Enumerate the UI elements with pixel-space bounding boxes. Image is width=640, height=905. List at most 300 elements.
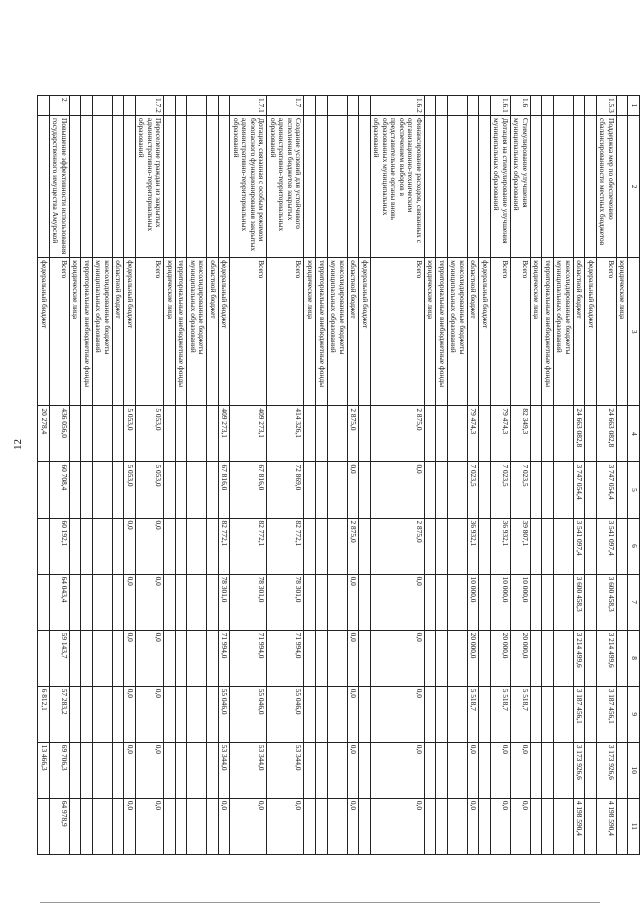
item-name-cell <box>542 116 554 258</box>
amount-cell <box>207 630 219 686</box>
amount-cell <box>585 518 597 574</box>
amount-cell: 4 198 590,4 <box>573 798 585 854</box>
amount-cell <box>553 574 573 630</box>
column-header-5: 5 <box>628 462 640 518</box>
amount-cell: 72 869,0 <box>267 462 304 518</box>
table-row <box>124 96 136 855</box>
item-number-cell: 1.7.1 <box>230 96 267 116</box>
amount-cell <box>542 798 554 854</box>
amount-cell <box>69 406 81 462</box>
item-number-cell: 1.7 <box>267 96 304 116</box>
amount-cell <box>327 574 347 630</box>
table-body <box>38 96 628 855</box>
table-row <box>267 96 304 855</box>
amount-cell <box>175 406 187 462</box>
amount-cell: 5 053,0 <box>135 462 164 518</box>
item-name-cell: Финансирование расходов, связанных с организационно-техническим обеспечением выборов в представительные органы вновь образованных муниципальных образований <box>370 116 424 258</box>
item-name-cell <box>92 116 112 258</box>
amount-cell: 0,0 <box>135 574 164 630</box>
funding-source-cell: Всего <box>490 258 510 406</box>
amount-cell <box>424 518 436 574</box>
amount-cell: 67 816,0 <box>218 462 230 518</box>
amount-cell <box>175 518 187 574</box>
amount-cell <box>92 574 112 630</box>
funding-source-cell: территориальные внебюджетные фонды <box>316 258 328 406</box>
funding-source-cell: федеральный бюджет <box>218 258 230 406</box>
table-row <box>69 96 81 855</box>
amount-cell: 5 053,0 <box>124 462 136 518</box>
column-header-2: 2 <box>628 116 640 258</box>
table-row <box>81 96 93 855</box>
amount-cell <box>479 406 491 462</box>
amount-cell <box>542 462 554 518</box>
amount-cell: 79 474,3 <box>490 406 510 462</box>
amount-cell <box>81 462 93 518</box>
amount-cell: 0,0 <box>467 798 479 854</box>
amount-cell: 0,0 <box>135 742 164 798</box>
funding-source-cell: территориальные внебюджетные фонды <box>542 258 554 406</box>
funding-source-cell: федеральный бюджет <box>585 258 597 406</box>
amount-cell <box>316 574 328 630</box>
table-row <box>112 96 124 855</box>
amount-cell <box>69 462 81 518</box>
funding-source-cell: юридические лица <box>69 258 81 406</box>
amount-cell: 59 143,7 <box>49 630 69 686</box>
item-number-cell: 1.5.3 <box>596 96 616 116</box>
item-number-cell <box>424 96 436 116</box>
table-row <box>573 96 585 855</box>
amount-cell <box>112 742 124 798</box>
table-row <box>92 96 112 855</box>
amount-cell: 0,0 <box>347 798 359 854</box>
amount-cell: 3 187 456,1 <box>573 686 585 742</box>
amount-cell <box>542 574 554 630</box>
table-row <box>585 96 597 855</box>
amount-cell <box>447 686 467 742</box>
amount-cell: 0,0 <box>370 798 424 854</box>
amount-cell <box>530 462 542 518</box>
funding-source-cell: областной бюджет <box>112 258 124 406</box>
amount-cell <box>304 686 316 742</box>
amount-cell <box>359 406 371 462</box>
amount-cell: 2 875,0 <box>347 406 359 462</box>
funding-source-cell: консолидированные бюджеты муниципальных образований <box>553 258 573 406</box>
amount-cell <box>447 462 467 518</box>
item-number-cell <box>218 96 230 116</box>
funding-source-cell: консолидированные бюджеты муниципальных образований <box>92 258 112 406</box>
amount-cell <box>304 462 316 518</box>
amount-cell <box>530 798 542 854</box>
amount-cell <box>187 406 207 462</box>
table-row <box>370 96 424 855</box>
funding-source-cell: Всего <box>49 258 69 406</box>
column-header-8: 8 <box>628 630 640 686</box>
amount-cell: 7 023,5 <box>490 462 510 518</box>
amount-cell <box>316 406 328 462</box>
amount-cell: 55 046,0 <box>267 686 304 742</box>
amount-cell <box>327 686 347 742</box>
amount-cell: 3 214 499,6 <box>573 630 585 686</box>
column-header-1: 1 <box>628 96 640 116</box>
amount-cell <box>530 742 542 798</box>
item-name-cell: Переселение граждан из закрытых административно-территориальных образований <box>135 116 164 258</box>
table-row <box>347 96 359 855</box>
amount-cell: 55 046,0 <box>218 686 230 742</box>
item-number-cell <box>447 96 467 116</box>
item-number-cell <box>530 96 542 116</box>
amount-cell: 0,0 <box>370 574 424 630</box>
amount-cell <box>304 798 316 854</box>
budget-table <box>37 95 640 855</box>
amount-cell: 71 994,0 <box>218 630 230 686</box>
amount-cell <box>424 630 436 686</box>
amount-cell: 0,0 <box>124 574 136 630</box>
amount-cell <box>585 630 597 686</box>
item-number-cell <box>359 96 371 116</box>
amount-cell: 78 301,0 <box>218 574 230 630</box>
budget-table-sheet <box>39 95 640 855</box>
funding-source-cell: юридические лица <box>616 258 628 406</box>
amount-cell: 436 056,0 <box>49 406 69 462</box>
item-name-cell <box>327 116 347 258</box>
amount-cell <box>616 798 628 854</box>
amount-cell: 0,0 <box>510 742 530 798</box>
amount-cell <box>530 574 542 630</box>
item-number-cell <box>436 96 448 116</box>
amount-cell: 0,0 <box>135 630 164 686</box>
item-number-cell <box>573 96 585 116</box>
amount-cell: 0,0 <box>267 798 304 854</box>
item-number-cell <box>467 96 479 116</box>
item-number-cell <box>347 96 359 116</box>
item-name-cell <box>467 116 479 258</box>
amount-cell: 60 192,1 <box>49 518 69 574</box>
table-row <box>616 96 628 855</box>
scan-artifact-line <box>40 902 600 903</box>
table-row <box>490 96 510 855</box>
amount-cell: 0,0 <box>230 798 267 854</box>
table-row <box>164 96 176 855</box>
table-row <box>207 96 219 855</box>
funding-source-cell: федеральный бюджет <box>359 258 371 406</box>
amount-cell <box>327 462 347 518</box>
funding-source-cell: областной бюджет <box>467 258 479 406</box>
amount-cell: 7 023,5 <box>510 462 530 518</box>
amount-cell <box>81 742 93 798</box>
amount-cell <box>304 574 316 630</box>
amount-cell: 82 772,1 <box>218 518 230 574</box>
amount-cell: 78 301,0 <box>267 574 304 630</box>
item-name-cell <box>347 116 359 258</box>
funding-source-cell: Всего <box>370 258 424 406</box>
amount-cell <box>359 798 371 854</box>
amount-cell <box>164 518 176 574</box>
funding-source-cell: территориальные внебюджетные фонды <box>81 258 93 406</box>
amount-cell <box>164 686 176 742</box>
amount-cell <box>359 462 371 518</box>
amount-cell: 36 932,1 <box>490 518 510 574</box>
amount-cell <box>553 630 573 686</box>
amount-cell: 82 772,1 <box>230 518 267 574</box>
amount-cell <box>81 686 93 742</box>
amount-cell <box>175 686 187 742</box>
item-number-cell <box>553 96 573 116</box>
item-name-cell: Дотация на стимулирование улучшения муниципальных образований <box>490 116 510 258</box>
amount-cell: 20 000,0 <box>490 630 510 686</box>
amount-cell <box>327 406 347 462</box>
table-row <box>175 96 187 855</box>
item-name-cell <box>112 116 124 258</box>
amount-cell <box>207 574 219 630</box>
amount-cell <box>207 406 219 462</box>
table-row <box>467 96 479 855</box>
amount-cell <box>81 798 93 854</box>
amount-cell <box>436 462 448 518</box>
amount-cell <box>359 686 371 742</box>
item-name-cell <box>585 116 597 258</box>
amount-cell <box>436 686 448 742</box>
funding-source-cell: Всего <box>267 258 304 406</box>
amount-cell <box>424 686 436 742</box>
amount-cell: 0,0 <box>370 686 424 742</box>
amount-cell <box>616 574 628 630</box>
amount-cell <box>69 518 81 574</box>
table-row <box>479 96 491 855</box>
amount-cell: 82 772,1 <box>267 518 304 574</box>
table-row <box>187 96 207 855</box>
amount-cell: 64 978,9 <box>49 798 69 854</box>
amount-cell <box>207 518 219 574</box>
amount-cell <box>69 742 81 798</box>
amount-cell: 0,0 <box>510 798 530 854</box>
column-header-10: 10 <box>628 742 640 798</box>
item-number-cell <box>187 96 207 116</box>
item-name-cell <box>436 116 448 258</box>
amount-cell: 3 214 499,6 <box>596 630 616 686</box>
amount-cell: 409 273,1 <box>218 406 230 462</box>
amount-cell <box>316 686 328 742</box>
amount-cell: 3 600 458,3 <box>596 574 616 630</box>
item-number-cell <box>207 96 219 116</box>
amount-cell <box>92 742 112 798</box>
table-row <box>218 96 230 855</box>
item-name-cell: Дотация, связанная с особым режимом безопасного функционирования закрытых административно-территориальных образований <box>230 116 267 258</box>
amount-cell: 0,0 <box>347 686 359 742</box>
amount-cell <box>175 798 187 854</box>
amount-cell: 5 518,7 <box>510 686 530 742</box>
amount-cell <box>316 518 328 574</box>
amount-cell: 71 994,0 <box>267 630 304 686</box>
amount-cell <box>436 798 448 854</box>
amount-cell <box>530 630 542 686</box>
amount-cell <box>207 798 219 854</box>
amount-cell <box>359 630 371 686</box>
amount-cell <box>424 406 436 462</box>
amount-cell: 3 541 097,4 <box>573 518 585 574</box>
amount-cell: 24 663 082,8 <box>573 406 585 462</box>
amount-cell <box>38 798 50 854</box>
amount-cell <box>92 518 112 574</box>
amount-cell: 0,0 <box>135 518 164 574</box>
amount-cell <box>479 518 491 574</box>
amount-cell <box>81 630 93 686</box>
item-name-cell <box>616 116 628 258</box>
item-name-cell: Создание условий для устойчивого исполнения бюджетов закрытых административно-территориальных образований <box>267 116 304 258</box>
amount-cell <box>112 686 124 742</box>
amount-cell <box>616 686 628 742</box>
amount-cell <box>530 686 542 742</box>
funding-source-cell: Всего <box>230 258 267 406</box>
item-name-cell: Поддержка мер по обеспечению сбалансированности местных бюджетов <box>596 116 616 258</box>
funding-source-cell: юридические лица <box>304 258 316 406</box>
amount-cell: 3 173 926,6 <box>573 742 585 798</box>
item-number-cell <box>327 96 347 116</box>
amount-cell <box>175 630 187 686</box>
amount-cell <box>92 798 112 854</box>
amount-cell: 0,0 <box>347 462 359 518</box>
funding-source-cell: федеральный бюджет <box>479 258 491 406</box>
amount-cell: 69 706,3 <box>49 742 69 798</box>
amount-cell <box>553 518 573 574</box>
amount-cell <box>447 742 467 798</box>
amount-cell <box>553 742 573 798</box>
funding-source-cell: Всего <box>510 258 530 406</box>
amount-cell: 6 812,1 <box>38 686 50 742</box>
amount-cell <box>164 574 176 630</box>
amount-cell <box>553 686 573 742</box>
amount-cell <box>447 798 467 854</box>
amount-cell <box>447 574 467 630</box>
amount-cell <box>187 518 207 574</box>
table-row <box>424 96 436 855</box>
item-name-cell <box>69 116 81 258</box>
amount-cell <box>187 462 207 518</box>
item-number-cell <box>479 96 491 116</box>
funding-source-cell: областной бюджет <box>347 258 359 406</box>
amount-cell <box>436 630 448 686</box>
table-row <box>304 96 316 855</box>
item-name-cell <box>479 116 491 258</box>
item-name-cell <box>124 116 136 258</box>
amount-cell <box>327 518 347 574</box>
amount-cell <box>207 462 219 518</box>
funding-source-cell: территориальные внебюджетные фонды <box>175 258 187 406</box>
item-name-cell: Повышение эффективности использования государственного имущества Амурской <box>49 116 69 258</box>
amount-cell <box>447 406 467 462</box>
amount-cell <box>327 798 347 854</box>
table-row <box>135 96 164 855</box>
amount-cell <box>542 518 554 574</box>
amount-cell <box>479 686 491 742</box>
amount-cell <box>553 462 573 518</box>
table-row <box>596 96 616 855</box>
amount-cell: 5 053,0 <box>124 406 136 462</box>
item-number-cell <box>616 96 628 116</box>
amount-cell <box>175 462 187 518</box>
amount-cell: 0,0 <box>347 574 359 630</box>
amount-cell: 0,0 <box>490 798 510 854</box>
amount-cell: 3 187 456,1 <box>596 686 616 742</box>
amount-cell <box>585 406 597 462</box>
amount-cell <box>616 742 628 798</box>
amount-cell <box>553 406 573 462</box>
amount-cell <box>479 742 491 798</box>
amount-cell <box>542 630 554 686</box>
column-header-9: 9 <box>628 686 640 742</box>
amount-cell <box>112 630 124 686</box>
amount-cell: 55 046,0 <box>230 686 267 742</box>
item-number-cell <box>316 96 328 116</box>
amount-cell <box>436 574 448 630</box>
amount-cell <box>359 574 371 630</box>
amount-cell <box>38 462 50 518</box>
table-row <box>38 96 50 855</box>
amount-cell <box>542 406 554 462</box>
amount-cell <box>542 742 554 798</box>
amount-cell <box>616 406 628 462</box>
amount-cell: 3 747 054,4 <box>573 462 585 518</box>
amount-cell <box>585 574 597 630</box>
amount-cell <box>164 798 176 854</box>
item-name-cell <box>38 116 50 258</box>
amount-cell <box>436 742 448 798</box>
amount-cell: 71 994,0 <box>230 630 267 686</box>
amount-cell: 79 474,3 <box>467 406 479 462</box>
amount-cell <box>38 574 50 630</box>
amount-cell <box>436 518 448 574</box>
amount-cell <box>359 742 371 798</box>
item-number-cell <box>542 96 554 116</box>
amount-cell <box>187 798 207 854</box>
amount-cell <box>38 518 50 574</box>
table-row <box>316 96 328 855</box>
amount-cell <box>187 630 207 686</box>
amount-cell <box>327 742 347 798</box>
funding-source-cell: консолидированные бюджеты муниципальных образований <box>447 258 467 406</box>
funding-source-cell: Всего <box>135 258 164 406</box>
table-row <box>359 96 371 855</box>
item-name-cell <box>304 116 316 258</box>
item-name-cell <box>573 116 585 258</box>
table-row <box>447 96 467 855</box>
amount-cell <box>616 518 628 574</box>
amount-cell <box>542 686 554 742</box>
amount-cell: 53 344,0 <box>218 742 230 798</box>
item-name-cell <box>207 116 219 258</box>
funding-source-cell: федеральный бюджет <box>124 258 136 406</box>
item-number-cell <box>124 96 136 116</box>
amount-cell <box>479 462 491 518</box>
item-name-cell <box>187 116 207 258</box>
amount-cell: 24 663 082,8 <box>596 406 616 462</box>
column-header-11: 11 <box>628 798 640 854</box>
item-name-cell <box>81 116 93 258</box>
amount-cell: 60 708,4 <box>49 462 69 518</box>
amount-cell: 10 000,0 <box>490 574 510 630</box>
amount-cell: 3 173 926,6 <box>596 742 616 798</box>
amount-cell: 409 273,1 <box>230 406 267 462</box>
amount-cell <box>38 630 50 686</box>
amount-cell: 39 807,1 <box>510 518 530 574</box>
amount-cell <box>164 462 176 518</box>
amount-cell <box>175 574 187 630</box>
item-name-cell <box>218 116 230 258</box>
amount-cell <box>530 406 542 462</box>
amount-cell: 3 541 097,4 <box>596 518 616 574</box>
amount-cell: 2 875,0 <box>347 518 359 574</box>
item-number-cell: 1.7.2 <box>135 96 164 116</box>
amount-cell: 0,0 <box>370 742 424 798</box>
